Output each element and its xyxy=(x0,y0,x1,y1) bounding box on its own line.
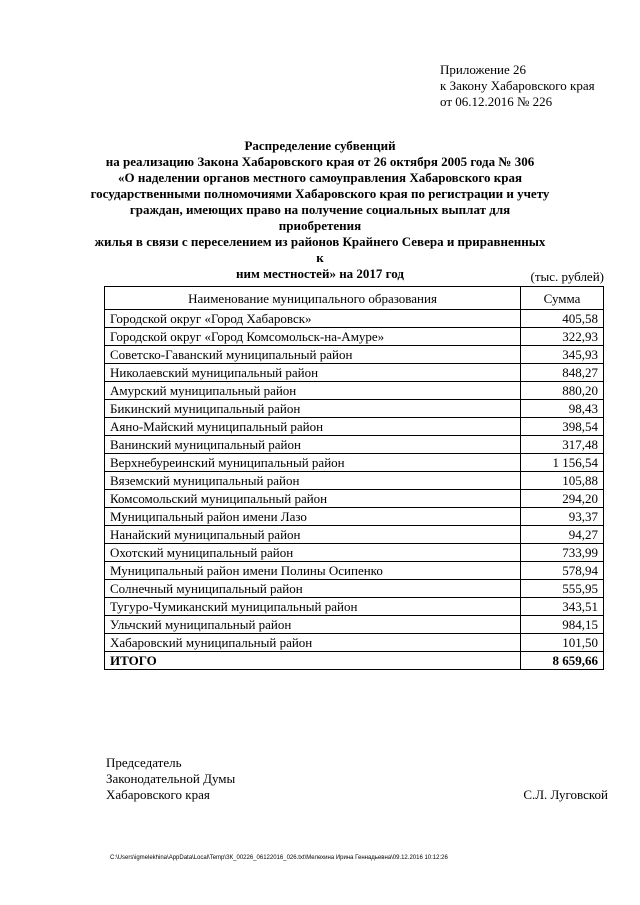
table-row xyxy=(105,436,604,454)
municipality-cell: Ванинский муниципальный район xyxy=(105,436,521,454)
table-row xyxy=(105,598,604,616)
title-line: жилья в связи с переселением из районов Крайнего Севера и приравненных к xyxy=(94,234,546,265)
municipality-cell: Амурский муниципальный район xyxy=(105,382,521,400)
header-municipality: Наименование муниципального образования xyxy=(105,287,521,310)
table-row xyxy=(105,364,604,382)
appendix-line: от 06.12.2016 № 226 xyxy=(440,94,553,109)
total-amount: 8 659,66 xyxy=(521,652,604,670)
distribution-table xyxy=(104,286,604,670)
title-line: ним местностей» на 2017 год xyxy=(236,266,404,281)
signature-line: Председатель xyxy=(106,755,182,770)
total-label: ИТОГО xyxy=(105,652,521,670)
municipality-cell: Охотский муниципальный район xyxy=(105,544,521,562)
amount-cell: 1 156,54 xyxy=(521,454,604,472)
amount-cell: 105,88 xyxy=(521,472,604,490)
municipality-cell: Верхнебуреинский муниципальный район xyxy=(105,454,521,472)
municipality-cell: Вяземский муниципальный район xyxy=(105,472,521,490)
municipality-cell: Аяно-Майский муниципальный район xyxy=(105,418,521,436)
table-header-row xyxy=(105,287,604,310)
table-row xyxy=(105,580,604,598)
table-row xyxy=(105,346,604,364)
table-row xyxy=(105,328,604,346)
table-row xyxy=(105,400,604,418)
table-row xyxy=(105,544,604,562)
amount-cell: 578,94 xyxy=(521,562,604,580)
municipality-cell: Николаевский муниципальный район xyxy=(105,364,521,382)
table-row xyxy=(105,562,604,580)
municipality-cell: Нанайский муниципальный район xyxy=(105,526,521,544)
title-line: Распределение субвенций xyxy=(244,138,396,153)
amount-cell: 294,20 xyxy=(521,490,604,508)
title-line: граждан, имеющих право на получение социальных выплат для приобретения xyxy=(129,202,511,233)
amount-cell: 343,51 xyxy=(521,598,604,616)
amount-cell: 345,93 xyxy=(521,346,604,364)
title-line: «О наделении органов местного самоуправления Хабаровского края xyxy=(118,170,522,185)
table-row xyxy=(105,490,604,508)
signer-name: С.Л. Луговской xyxy=(523,787,608,802)
table-row xyxy=(105,526,604,544)
municipality-cell: Городской округ «Город Хабаровск» xyxy=(105,310,521,328)
municipality-cell: Ульчский муниципальный район xyxy=(105,616,521,634)
table-row xyxy=(105,418,604,436)
amount-cell: 880,20 xyxy=(521,382,604,400)
table-row xyxy=(105,508,604,526)
signature-line: Законодательной Думы xyxy=(106,771,236,786)
amount-cell: 322,93 xyxy=(521,328,604,346)
signature-line: Хабаровского края xyxy=(106,787,210,802)
units-label: (тыс. рублей) xyxy=(530,269,604,284)
file-path-footer: C:\Users\igmelekhina\AppData\Local\Temp\ЗК_00226_06122016_026.txt\Мелехина Ирина Геннадьевна\09.12.2016 10:12:26 xyxy=(110,855,448,861)
amount-cell: 94,27 xyxy=(521,526,604,544)
table-row xyxy=(105,616,604,634)
document-title xyxy=(90,138,550,282)
appendix-line: к Закону Хабаровского края xyxy=(440,78,595,93)
appendix-line: Приложение 26 xyxy=(440,62,527,77)
amount-cell: 555,95 xyxy=(521,580,604,598)
table-row xyxy=(105,634,604,652)
amount-cell: 101,50 xyxy=(521,634,604,652)
appendix-block xyxy=(440,62,595,110)
municipality-cell: Советско-Гаванский муниципальный район xyxy=(105,346,521,364)
municipality-cell: Муниципальный район имени Полины Осипенко xyxy=(105,562,521,580)
table-row xyxy=(105,472,604,490)
amount-cell: 98,43 xyxy=(521,400,604,418)
amount-cell: 848,27 xyxy=(521,364,604,382)
amount-cell: 733,99 xyxy=(521,544,604,562)
table-row xyxy=(105,310,604,328)
municipality-cell: Муниципальный район имени Лазо xyxy=(105,508,521,526)
municipality-cell: Бикинский муниципальный район xyxy=(105,400,521,418)
municipality-cell: Солнечный муниципальный район xyxy=(105,580,521,598)
municipality-cell: Тугуро-Чумиканский муниципальный район xyxy=(105,598,521,616)
title-line: государственными полномочиями Хабаровского края по регистрации и учету xyxy=(90,186,550,201)
municipality-cell: Комсомольский муниципальный район xyxy=(105,490,521,508)
total-row xyxy=(105,652,604,670)
municipality-cell: Хабаровский муниципальный район xyxy=(105,634,521,652)
municipality-cell: Городской округ «Город Комсомольск-на-Амуре» xyxy=(105,328,521,346)
signature-block xyxy=(106,755,235,803)
amount-cell: 405,58 xyxy=(521,310,604,328)
table-row xyxy=(105,454,604,472)
header-amount: Сумма xyxy=(521,287,604,310)
title-line: на реализацию Закона Хабаровского края от 26 октября 2005 года № 306 xyxy=(105,154,535,169)
amount-cell: 984,15 xyxy=(521,616,604,634)
amount-cell: 93,37 xyxy=(521,508,604,526)
amount-cell: 317,48 xyxy=(521,436,604,454)
table-row xyxy=(105,382,604,400)
amount-cell: 398,54 xyxy=(521,418,604,436)
